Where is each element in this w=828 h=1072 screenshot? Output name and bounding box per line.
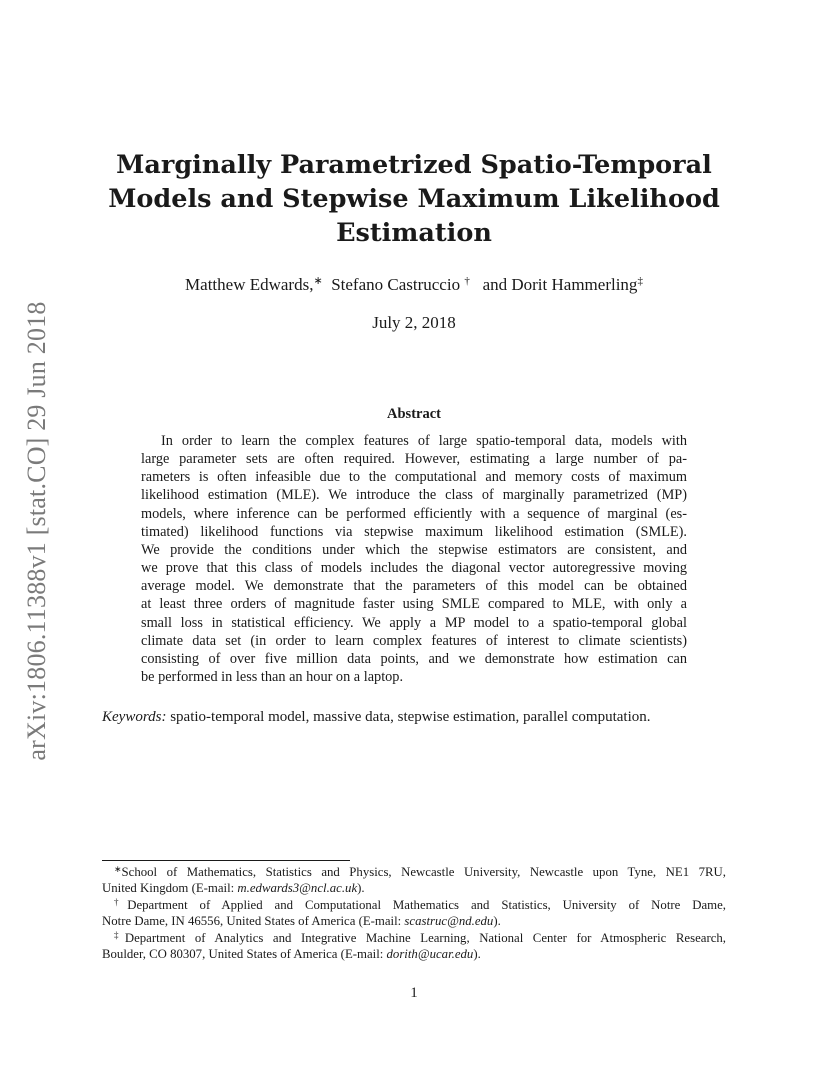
footnote-text: ).	[493, 914, 501, 929]
title-line: Models and Stepwise Maximum Likelihood	[108, 184, 720, 214]
author-name: Stefano Castruccio	[331, 275, 461, 294]
author-list	[90, 274, 738, 296]
footnote-line	[102, 880, 726, 896]
footnote-text: School of Mathematics, Statistics and Physics, Newcastle University, Newcastle upon Tyne, NE1 7RU,	[121, 865, 726, 879]
abstract-line: models, where inference can be performed efficiently with a sequence of marginal (es-	[141, 505, 687, 522]
abstract-line: timated) likelihood functions via stepwise maximum likelihood estimation (SMLE).	[141, 523, 687, 540]
author-footnote-mark: ‡	[637, 275, 643, 287]
keywords-label: Keywords:	[102, 709, 167, 725]
abstract-line: average model. We demonstrate that the parameters of this model can be obtained	[141, 578, 687, 595]
arxiv-identifier-text: arXiv:1806.11388v1 [stat.CO] 29 Jun 2018	[22, 301, 51, 761]
abstract-line: be performed in less than an hour on a laptop.	[141, 669, 404, 686]
title-line: Estimation	[336, 218, 492, 248]
author-footnote-mark: †	[464, 275, 470, 287]
keywords	[102, 707, 726, 727]
footnote-mark: ∗	[114, 864, 122, 874]
abstract-line: climate data set (in order to learn complex features of interest to climate scientists)	[141, 632, 687, 649]
abstract-line: at least three orders of magnitude faster using SMLE compared to MLE, with only a	[141, 596, 687, 613]
keywords-text: spatio-temporal model, massive data, stepwise estimation, parallel computation.	[166, 709, 651, 725]
footnote-text: ).	[357, 881, 365, 896]
footnote-text: ).	[473, 947, 481, 962]
footnote-text: Department of Applied and Computational Mathematics and Statistics, University of Notre Dame,	[127, 897, 726, 912]
page-number: 1	[410, 985, 418, 1001]
abstract-line: small loss in statistical efficiency. We apply a MP model to a spatio-temporal global	[141, 614, 687, 631]
footnote-text: United Kingdom (E-mail:	[102, 881, 238, 896]
abstract-line: likelihood estimation (MLE). We introduce the class of marginally parametrized (MP)	[141, 487, 687, 504]
abstract-line: In order to learn the complex features of large spatio-temporal data, models with	[161, 433, 687, 449]
abstract-heading: Abstract	[387, 406, 441, 422]
footnote-line	[102, 913, 726, 929]
title-line: Marginally Parametrized Spatio-Temporal	[116, 150, 712, 180]
paper-title	[90, 148, 738, 250]
footnote-line	[102, 946, 726, 962]
footnote-mark: ‡	[114, 929, 125, 940]
abstract-line: we prove that this class of models includes the diagonal vector autoregressive moving	[141, 560, 687, 577]
author-name: and Dorit Hammerling	[482, 275, 638, 294]
footnote-divider	[102, 860, 350, 861]
footnote-text: Boulder, CO 80307, United States of America (E-mail:	[102, 947, 387, 962]
footnote-text: Notre Dame, IN 46556, United States of America (E-mail:	[102, 914, 405, 929]
footnote-text: Department of Analytics and Integrative Machine Learning, National Center for Atmospheric Research,	[124, 930, 726, 945]
footnote-line	[102, 864, 726, 880]
footnote-email: m.edwards3@ncl.ac.uk	[237, 881, 358, 896]
footnote-line	[102, 930, 726, 946]
publication-date: July 2, 2018	[372, 313, 456, 332]
author-name: Matthew Edwards,	[185, 275, 314, 294]
abstract-line: We provide the conditions under which the stepwise estimators are consistent, and	[141, 541, 687, 558]
abstract-line: consisting of over five million data points, and we demonstrate how estimation can	[141, 650, 687, 667]
footnote-email: dorith@ucar.edu	[386, 947, 474, 962]
abstract-line: rameters is often infeasible due to the computational and memory costs of maximum	[141, 469, 687, 486]
footnotes	[102, 864, 726, 962]
footnote-mark: †	[114, 896, 128, 907]
footnote-line	[102, 897, 726, 913]
footnote-email: scastruc@nd.edu	[404, 914, 494, 929]
abstract-line: large parameter sets are often required. However, estimating a large number of pa-	[141, 451, 687, 468]
author-footnote-mark: ∗	[313, 275, 323, 287]
abstract-body	[141, 432, 687, 686]
